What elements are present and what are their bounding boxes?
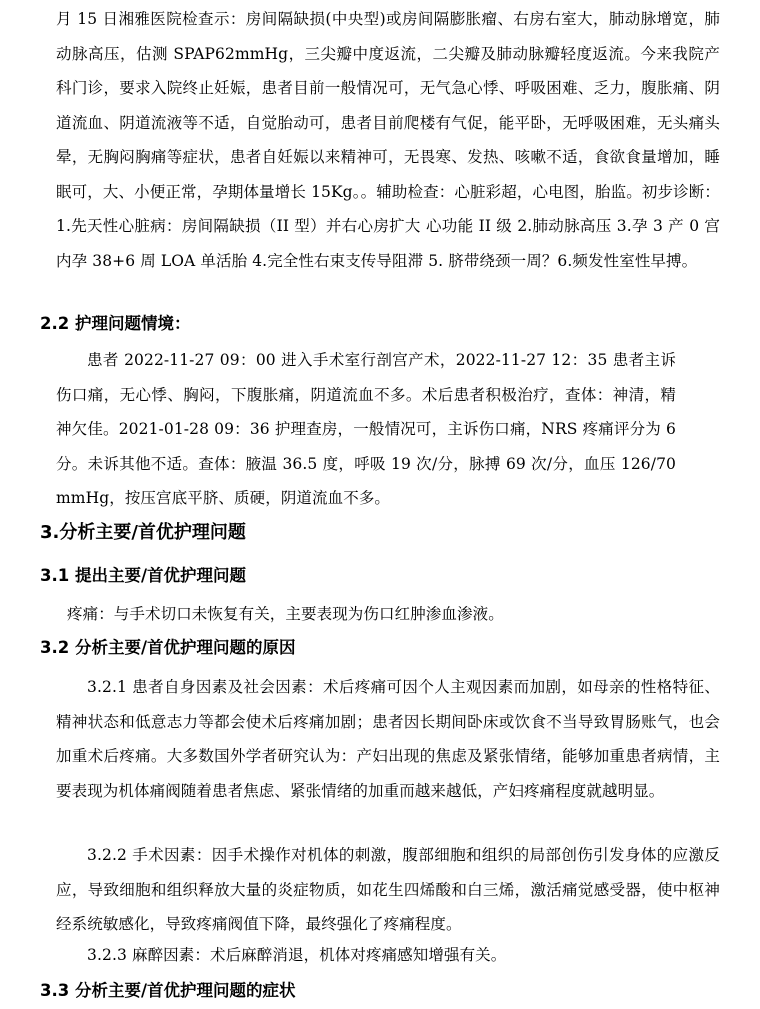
pain-problem-paragraph: 疼痛：与手术切口未恢复有关，主要表现为伤口红肿渗血渗液。 (67, 605, 504, 623)
section-3-3-heading: 3.3 分析主要/首优护理问题的症状 (40, 981, 296, 1000)
nursing-scenario-paragraph: 患者 2022-11-27 09：00 进入手术室行剖宫产术，2022-11-27 12：35 患者主诉伤口痛，无心悸、胸闷，下腹胀痛，阴道流血不多。术后患者积极治疗，查体：神清，精神欠佳。2021-01-28 09：36 护理查房，一般情况可，主诉伤口痛，NRS 疼痛评分为 6 分。未诉其他不适。查体：腋温 36.5 度，呼吸 19 次/分，脉搏 69 次/分，血压 126/70mmHg，按压宫底平脐、质硬，阴道流血不多。 (56, 351, 676, 507)
cause-anesthesia-factors-paragraph: 3.2.3 麻醉因素：术后麻醉消退，机体对疼痛感知增强有关。 (87, 946, 507, 964)
section-3-2-heading: 3.2 分析主要/首优护理问题的原因 (40, 638, 296, 657)
section-3-1-heading: 3.1 提出主要/首优护理问题 (40, 566, 247, 585)
cause-patient-factors-paragraph: 3.2.1 患者自身因素及社会因素：术后疼痛可因个人主观因素而加剧，如母亲的性格特征、精神状态和低意志力等都会使术后疼痛加剧；患者因长期间卧床或饮食不当导致胃肠账气，也会加重术后疼痛。大多数国外学者研究认为：产妇出现的焦虑及紧张情绪，能够加重患者病情，主要表现为机体痛阀随着患者焦虑、紧张情绪的加重而越来越低，产妇疼痛程度就越明显。 (56, 678, 720, 800)
cause-surgical-factors-paragraph: 3.2.2 手术因素：因手术操作对机体的刺激，腹部细胞和组织的局部创伤引发身体的应激反应，导致细胞和组织释放大量的炎症物质，如花生四烯酸和白三烯，激活痛觉感受器，使中枢神经系统敏感化，导致疼痛阀值下降，最终强化了疼痛程度。 (56, 846, 720, 933)
section-3-heading: 3.分析主要/首优护理问题 (40, 522, 246, 543)
section-2-2-heading: 2.2 护理问题情境： (40, 314, 191, 333)
patient-history-paragraph: 月 15 日湘雅医院检查示：房间隔缺损(中央型)或房间隔膨胀瘤、右房右室大，肺动脉增宽，肺动脉高压，估测 SPAP62mmHg，三尖瓣中度返流，二尖瓣及肺动脉瓣轻度返流。今来我院产科门诊，要求入院终止妊娠，患者目前一般情况可，无气急心悸、呼吸困难、乏力，腹胀痛、阴道流血、阴道流液等不适，自觉胎动可，患者目前爬楼有气促，能平卧，无呼吸困难，无头痛头晕，无胸闷胸痛等症状，患者自妊娠以来精神可，无畏寒、发热、咳嗽不适，食欲食量增加，睡眠可，大、小便正常，孕期体量增长 15Kg。。辅助检查：心脏彩超，心电图，胎监。初步诊断：1.先天性心脏病：房间隔缺损（II 型）并右心房扩大 心功能 II 级 2.肺动脉高压 3.孕 3 产 0 宫内孕 38+6 周 LOA 单活胎 4.完全性右束支传导阻滞 5. 脐带绕颈一周？6.频发性室性早搏。 (56, 10, 720, 270)
